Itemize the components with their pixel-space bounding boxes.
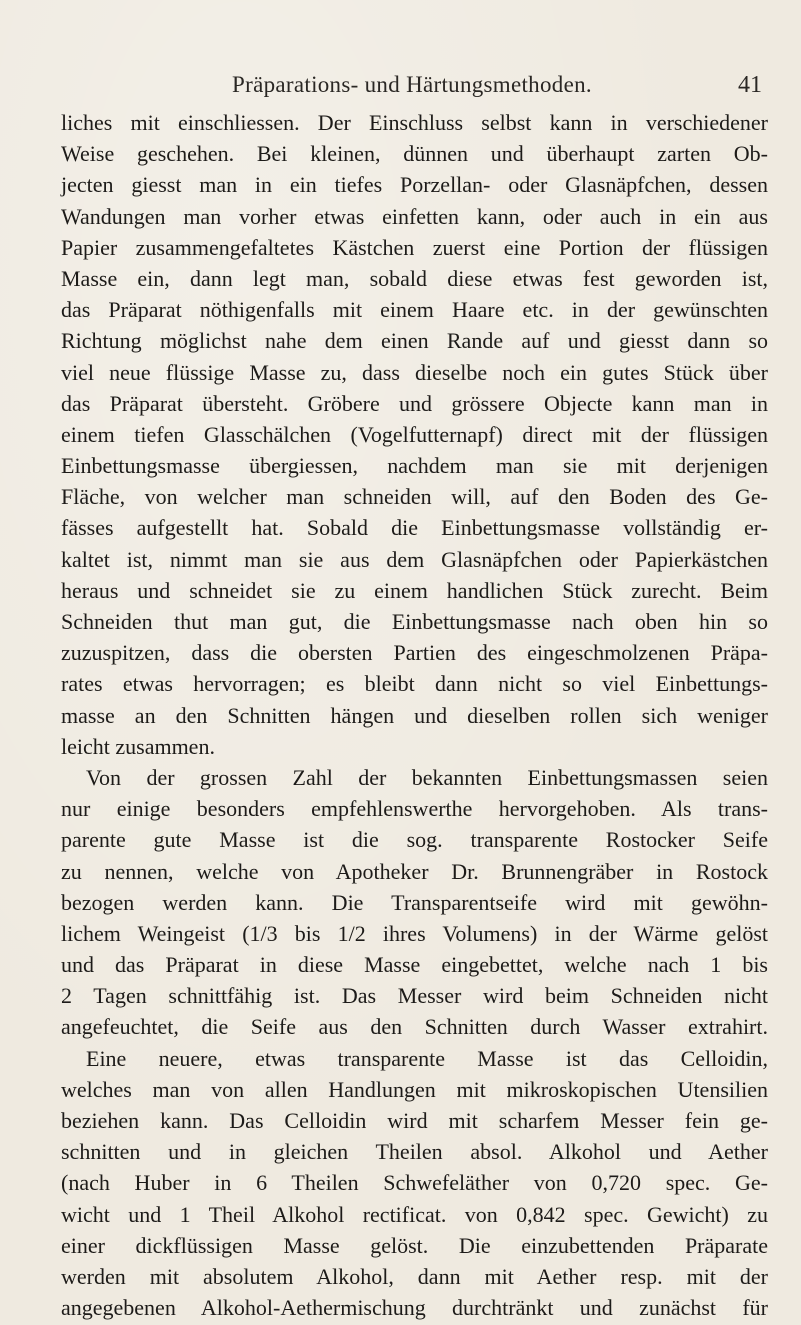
text-line: zu nennen, welche von Apotheker Dr. Brunnengräber in Rostock (61, 858, 768, 884)
text-line: Fläche, von welcher man schneiden will, auf den Boden des Ge- (61, 484, 768, 510)
text-line: angegebenen Alkohol-Aethermischung durchtränkt und zunächst für (61, 1295, 768, 1321)
page-number: 41 (738, 72, 762, 98)
text-line: beziehen kann. Das Celloidin wird mit scharfem Messer fein ge- (61, 1108, 768, 1133)
text-line: schnitten und in gleichen Theilen absol. Alkohol und Aether (61, 1139, 768, 1165)
text-line: Von der grossen Zahl der bekannten Einbettungsmassen seien (86, 764, 768, 790)
text-line: masse an den Schnitten hängen und dieselben rollen sich weniger (61, 702, 768, 728)
text-line: nur einige besonders empfehlenswerthe hervorgehoben. Als trans- (61, 796, 768, 822)
text-line: wicht und 1 Theil Alkohol rectificat. von 0,842 spec. Gewicht) zu (61, 1201, 768, 1227)
text-line: das Präparat übersteht. Gröbere und grössere Objecte kann man in (61, 390, 768, 416)
text-line: Papier zusammengefaltetes Kästchen zuerst eine Portion der flüssigen (61, 234, 768, 260)
text-line: einer dickflüssigen Masse gelöst. Die einzubettenden Präparate (61, 1232, 768, 1258)
text-line: angefeuchtet, die Seife aus den Schnitten durch Wasser extrahirt. (61, 1014, 768, 1040)
text-line: jecten giesst man in ein tiefes Porzellan- oder Glasnäpfchen, dessen (61, 172, 768, 198)
text-line: liches mit einschliessen. Der Einschluss selbst kann in verschiedener (61, 110, 768, 135)
text-line: bezogen werden kann. Die Transparentseife wird mit gewöhn- (61, 889, 768, 915)
text-line: viel neue flüssige Masse zu, dass dieselbe noch ein gutes Stück über (61, 359, 768, 385)
text-line: lichem Weingeist (1/3 bis 1/2 ihres Volumens) in der Wärme gelöst (61, 920, 768, 946)
text-line: Wandungen man vorher etwas einfetten kann, oder auch in ein aus (61, 203, 768, 229)
text-line: werden mit absolutem Alkohol, dann mit Aether resp. mit der (61, 1263, 768, 1289)
text-line: einem tiefen Glasschälchen (Vogelfutternapf) direct mit der flüssigen (61, 421, 768, 447)
text-line: parente gute Masse ist die sog. transparente Rostocker Seife (61, 827, 768, 853)
running-header-title: Präparations- und Härtungsmethoden. (232, 72, 592, 97)
text-line: Masse ein, dann legt man, sobald diese etwas fest geworden ist, (61, 265, 768, 291)
running-header (62, 72, 762, 106)
body-text (61, 107, 768, 1323)
text-line: fässes aufgestellt hat. Sobald die Einbettungsmasse vollständig er- (61, 515, 768, 541)
text-line: Richtung möglichst nahe dem einen Rande auf und giesst dann so (61, 328, 768, 354)
text-line: welches man von allen Handlungen mit mikroskopischen Utensilien (61, 1076, 768, 1102)
text-line: das Präparat nöthigenfalls mit einem Haare etc. in der gewünschten (61, 297, 768, 323)
text-line: 2 Tagen schnittfähig ist. Das Messer wird beim Schneiden nicht (61, 983, 768, 1009)
text-line: leicht zusammen. (61, 733, 215, 759)
text-line: und das Präparat in diese Masse eingebettet, welche nach 1 bis (61, 952, 768, 978)
text-line: heraus und schneidet sie zu einem handlichen Stück zurecht. Beim (61, 577, 768, 603)
text-line: (nach Huber in 6 Theilen Schwefeläther von 0,720 spec. Ge- (61, 1170, 768, 1196)
text-line: rates etwas hervorragen; es bleibt dann nicht so viel Einbettungs- (61, 671, 768, 697)
text-line: Schneiden thut man gut, die Einbettungsmasse nach oben hin so (61, 609, 768, 634)
text-line: kaltet ist, nimmt man sie aus dem Glasnäpfchen oder Papierkästchen (61, 546, 768, 572)
text-line: Weise geschehen. Bei kleinen, dünnen und überhaupt zarten Ob- (61, 141, 768, 167)
text-line: Einbettungsmasse übergiessen, nachdem man sie mit derjenigen (61, 453, 768, 479)
text-line: zuzuspitzen, dass die obersten Partien des eingeschmolzenen Präpa- (61, 640, 768, 666)
text-line: Eine neuere, etwas transparente Masse ist das Celloidin, (86, 1045, 768, 1071)
